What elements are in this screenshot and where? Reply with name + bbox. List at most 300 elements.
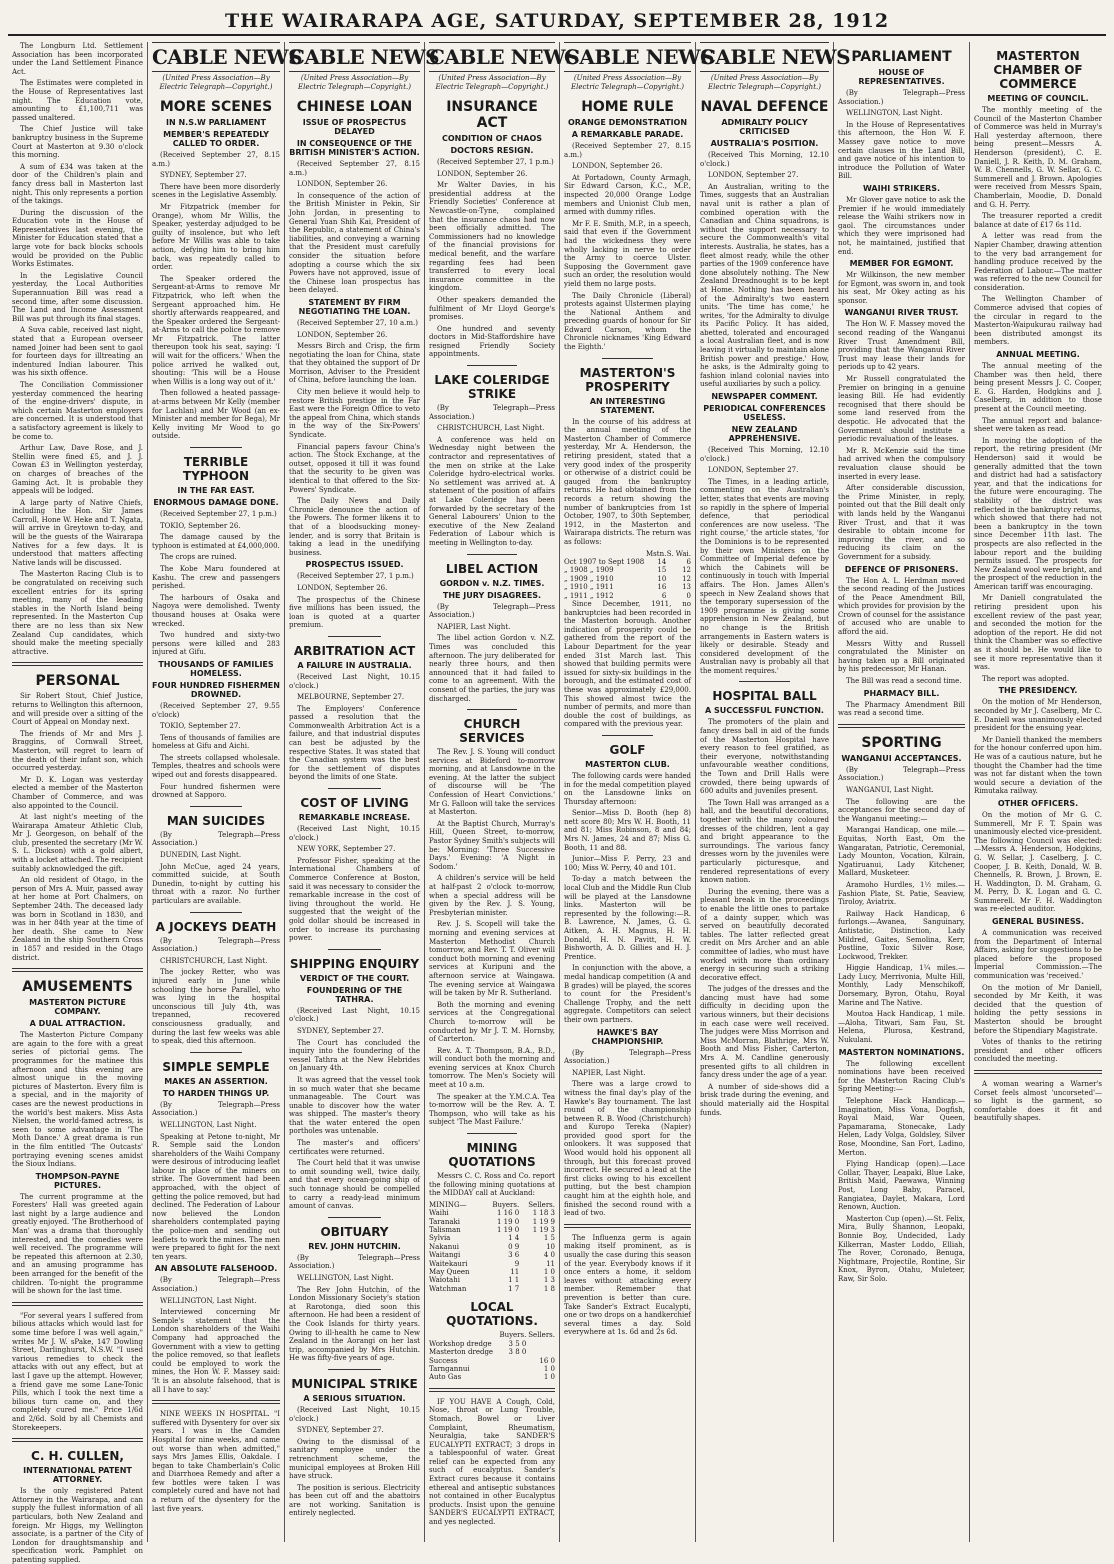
divider <box>602 358 653 359</box>
paragraph: (By Telegraph—Press Association.) <box>152 830 280 848</box>
table-cell: 0 <box>686 591 691 600</box>
article-body <box>152 937 280 1046</box>
article-body <box>152 831 280 906</box>
cable-news-banner: CABLE NEWS <box>152 42 280 72</box>
article-body <box>152 1276 280 1394</box>
column-header: S. Wai. <box>666 549 691 558</box>
table-cell: Taranaki <box>429 1217 460 1226</box>
article-subheading: HAWKE'S BAY CHAMPIONSHIP. <box>591 1027 664 1046</box>
paragraph: (Received Last Night, 10.15 o'clock.) <box>289 1405 420 1423</box>
article-body <box>974 698 1102 796</box>
table-cell: „ 1911 „ 1912 <box>564 591 614 600</box>
paragraph: (By Telegraph—Press Association.) <box>152 1100 280 1118</box>
paragraph: Flying Handicap (open).—Lace Collar, Thayer, Leapaki, Blue Lake, British Maid, Paewawa, Winning Post, Long Baby, Paracel, Rangiatea, Daylet, Makara, Lord Renown, Auction. <box>838 1160 965 1212</box>
paragraph: The Masterton Racing Club is to be congratulated on receiving such excellent entries for its spring meeting, many of the leading stables in the North Island being represented. In the Masterton Cup there are no less than six New Zealand Cup candidates, which should make the meeting specially attractive. <box>12 570 143 656</box>
table-cell: „ 1909 „ 1910 <box>564 574 614 583</box>
table-cell: 10 <box>657 574 667 583</box>
table-cell: 1 16 0 <box>496 1209 520 1218</box>
paragraph: The following cards were handed in for the medal competition played on the Lansdowne links on Thursday afternoon: <box>564 771 691 806</box>
article-heading: ARBITRATION ACT <box>293 643 416 658</box>
paragraph: The Hon W. F. Massey moved the second reading of the Wanganui River Trust Amendment Bill, providing that the Wanganui River Trust may lease their lands for periods up to 42 years. <box>838 320 965 372</box>
table-cell: Masterton dredge <box>429 1348 494 1357</box>
paragraph: Four hundred fishermen were drowned at Sapporo. <box>152 782 280 800</box>
cable-news-banner: CABLE NEWS <box>289 42 420 72</box>
article-heading: COST OF LIVING <box>300 796 409 811</box>
article-subheading: A SUCCESSFUL FUNCTION. <box>705 706 824 716</box>
paragraph: The Court has concluded the inquiry into the foundering of the vessel Tathra at the New Hebrides on January 4th. <box>289 1038 420 1073</box>
paragraph: On the motion of Mr Daniell, seconded by Mr Keith, it was decided that the question of holding the petty sessions in Masterton should be brought before the Stipendiary Magistrate. <box>974 983 1102 1035</box>
article-subheading: FOUNDERING OF THE TATHRA. <box>306 985 403 1004</box>
article-heading: TERRIBLE TYPHOON <box>182 455 250 483</box>
press-association-credit: (United Press Association—By Electric Telegraph—Copyright.) <box>571 74 684 91</box>
article-subheading: IN CONSEQUENCE OF THE BRITISH MINISTER'S ACTION. <box>289 139 420 157</box>
table-cell: 1 1 <box>508 1276 520 1285</box>
paragraph: The speaker at the Y.M.C.A. Tea to-morrow will be the Rev. A. T. Thompson, who will take as his subject 'The Mast Failure.' <box>429 1092 555 1127</box>
divider <box>467 365 517 366</box>
paragraph: LONDON, September 26. <box>297 583 388 592</box>
article-body <box>429 748 555 1127</box>
table-cell: 1 19 0 <box>496 1217 520 1226</box>
paragraph: (Received This Morning, 12.10 o'clock.) <box>700 151 829 168</box>
article-body <box>564 772 691 1025</box>
paragraph: Moutoa Hack Handicap, 1 mile.—Aloha, Titwari, Sam Fau, St. Helena, Plurosa, Kestrand, Nukulani. <box>838 1010 965 1045</box>
table-cell: 1 0 <box>543 1373 555 1382</box>
article-subheading: HOUSE OF REPRESENTATIVES. <box>858 68 945 86</box>
article-body <box>838 766 965 1045</box>
paragraph: John McCue, aged 24 years, committed suicide, at South Dunedin, to-night by cutting his throat with a razor. No further particulars are available. <box>152 862 280 905</box>
paragraph: Rev. J. S. Scopell will take the morning and evening services at Masterton Methodist Church tomorrow, and Rev. T. T. Oliver will conduct both morning and evening services at Kuripuni and the afternoon service at Waingawa. The evening service at Waingawa will be taken by Mr R. Sutherland. <box>429 920 555 998</box>
paragraph: (Received September 27, 1 p.m.) <box>160 510 277 518</box>
article-body <box>289 673 420 782</box>
paragraph: Higgie Handicap, 1¼ miles.—Lady Lucy, Merrivonia, Multe Hill, Monthly, Lady Menschikoff, Dorsemary, Byron, Otahu, Royal Marine and The Native. <box>838 964 965 1007</box>
paragraph: LONDON, September 26. <box>297 330 388 339</box>
table-header-row <box>564 550 691 558</box>
column-header: Sellers. <box>528 1200 555 1209</box>
paragraph: At Portadown, County Armagh, Sir Edward Carson, K.C., M.P., inspected 20,000 Orange Lodge members and Unionist Club men, armed with dummy rifles. <box>564 173 691 217</box>
paragraph: The promoters of the plain and fancy dress ball in aid of the funds of the Masterton Hospital have every reason to feel gratified, as their everyone, notwithstanding unfavourable weather conditions, the Town and Drill Halls were crowded, there being upwards of 600 adults and juveniles present. <box>700 718 829 796</box>
table-cell: 1 3 <box>543 1276 555 1285</box>
table-cell: Success <box>429 1356 458 1365</box>
paragraph: After considerable discussion, the Prime Minister, in reply, pointed out that the Bill dealt only with lands held by the Wanganui River Trust, and that it was desirable to obtain income for improving the river, and so reducing its claim on the Government for a subsidy. <box>838 484 965 561</box>
paragraph: Two hundred and sixty-two persons were killed and 283 injured at Gifu. <box>152 631 280 657</box>
divider <box>12 662 143 666</box>
article-body <box>152 151 280 441</box>
table-row <box>429 1357 555 1365</box>
paragraph: Sir Robert Stout, Chief Justice, returns to Wellington this afternoon, and will preside over a sitting of the Court of Appeal on Monday next. <box>12 692 143 727</box>
table-row <box>429 1340 555 1348</box>
article-subheading: REV. JOHN HUTCHIN. <box>308 1241 401 1251</box>
paragraph: Telephone Hack Handicap.—Imagination, Miss Vona, Dogfish, Royal Maid, War Queen, Papamarama, Stonecake, Lady Helen, Lady Volga, Goldsley, Silver Rose, Moondine, San Fort, Ladino, Merton. <box>838 1097 965 1157</box>
article-body <box>838 196 965 256</box>
paragraph: The Rev John Hutchin, of the London Missionary Society's station at Rarotonga, died soon this afternoon. He had been a resident of the Cook Islands for thirty years. Owing to ill-health he came to New Zealand in the Aorangi on her last trip, accompanied by Mrs Hutchin. He was fifty-five years of age. <box>289 1285 421 1363</box>
paragraph: A Suva cable, received last night, stated that a European overseer named Joiner had been sent to gaol for fourteen days for illtreating an indentured Indian labourer. This was his sixth offence. <box>12 326 143 378</box>
paragraph: It was agreed that the vessel took in so much water that she became unmanageable. The Court was unable to discover how the water was shipped. The master's theory that the water entered the open portholes was untenable. <box>289 1075 420 1136</box>
article-subheading: NEW ZEALAND APPREHENSIVE. <box>728 425 801 444</box>
mining-rows <box>429 1209 555 1293</box>
article-subheading: AN ABSOLUTE FALSEHOOD. <box>154 1264 278 1274</box>
paragraph: The Chief Justice will take bankruptcy business in the Supreme Court at Masterton at 9.30 o'clock this morning. <box>12 125 143 160</box>
paragraph: The Court held that it was unwise to omit sounding well, twice daily, and that every ocean-going ship of such tonnage should be compelled to carry a ready-lead minimum amount of canvas. <box>289 1159 420 1211</box>
closing-paragraph: A number of side-shows did a brisk trade during the evening, and should materially aid the Hospital funds. <box>700 1082 829 1117</box>
paragraph: (By Telegraph—Press Association.) <box>838 765 965 783</box>
paragraph: Both the morning and evening services at the Congregational Church to-morrow will be conducted by Mr J. T. M. Hornsby, of Carterton. <box>429 1000 555 1044</box>
paragraph: In the House of Representatives this afternoon, the Hon W. F. Massey gave notice to move certain clauses in the Land Bill, and gave notice of his intention to introduce the Pollution of Water Bill. <box>838 120 965 181</box>
divider <box>190 912 241 913</box>
article-subheading: GENERAL BUSINESS. <box>991 917 1085 927</box>
paragraph: TOKIO, September 26. <box>160 521 241 530</box>
paragraph: Then followed a heated passage-at-arms between Mr Kelly (member for Lachlan) and Mr Wood (an ex-Minister and member for Bega), Mr Kelly inviting Mr Wood to go outside. <box>152 389 280 441</box>
paragraph: Messrs Birch and Crisp, the firm negotiating the loan for China, state that they obtained the support of Dr Morrison, Adviser to the President of China, before launching the loan. <box>289 342 420 385</box>
table-cell: 6 <box>686 557 691 566</box>
paragraph: The damage caused by the typhoon is estimated at £4,000,000. <box>152 533 280 550</box>
article-body <box>700 718 829 1079</box>
paragraph: Tens of thousands of families are homeless at Gifu and Aichi. <box>152 733 280 751</box>
paragraph: To-day a match between the local Club and the Middle Run Club will be played at the Lansdowne links. Masterton will be represented by the following:—R. B. Lawrence, N. James, G. G. Aitken, A. H. Magnus, H. H. Donald, H. N. Pavitt, H. W. Bishworth, A. D. Gillies and H. J. Prentice. <box>564 875 691 961</box>
paragraph: SYDNEY, September 27. <box>297 1426 384 1435</box>
paragraph: The Bill was read a second time. <box>846 677 962 686</box>
paragraph: DUNEDIN, Last Night. <box>160 851 242 860</box>
paragraph: The Town Hall was arranged as a hall, and the beautiful decorations, together with the many coloured dresses of the children, lent a gay and bright appearance to the surroundings. The various fancy dresses worn by the juveniles were particularly picturesque, and rendered representations of every known nation. <box>700 798 829 885</box>
table-header-row <box>429 1331 555 1339</box>
personal-paragraphs <box>12 692 143 962</box>
paragraph: CHRISTCHURCH, Last Night. <box>160 956 268 965</box>
divider <box>328 1369 380 1370</box>
paragraph: (By Telegraph—Press Association.) <box>429 404 555 421</box>
article-subheading: THE PRESIDENCY. <box>998 686 1078 696</box>
paragraph: (Received Last Night, 10.15 o'clock.) <box>289 1006 420 1024</box>
advert-cullen-heading: C. H. CULLEN, <box>31 1449 124 1464</box>
table-row <box>429 1260 555 1268</box>
paragraph: The annual report and balance-sheet were taken as read. <box>974 416 1102 434</box>
article-subheading: CONDITION OF CHAOS <box>441 134 543 143</box>
article-body <box>700 151 829 389</box>
paragraph: The following are the acceptances for the second day of the Wanganui meeting:— <box>838 797 965 823</box>
column-header: Buyers. <box>499 1331 527 1340</box>
table-cell: 3 5 0 <box>508 1339 527 1348</box>
article-body <box>289 1406 420 1518</box>
paragraph: The Estimates were completed in the House of Representatives last night. The Education vote, amounting to £1,100,711 was passed unaltered. <box>12 79 143 122</box>
thompson-payne-heading: THOMPSON-PAYNE PICTURES. <box>35 1171 120 1190</box>
advert-cullen-subheading: INTERNATIONAL PATENT ATTORNEY. <box>23 1466 132 1485</box>
article-subheading: DOCTORS RESIGN. <box>450 146 534 155</box>
article-heading: CHINESE LOAN <box>296 99 413 115</box>
paragraph: Professor Fisher, speaking at the International Chambers of Commerce Conference at Boston, said it was necessary to consider the remarkable increase in the cost of living throughout the world. He suggested that the weight of the gold dollar should be increased in order to increase its purchasing power. <box>289 856 420 943</box>
advert-corset: A woman wearing a Warner's Corset feels almost 'uncorseted'—so light is the garment, so comfortable does it fit and beautifully shapes. <box>974 1079 1102 1123</box>
table-cell <box>498 1365 527 1373</box>
paragraph: A sum of £34 was taken at the door of the Children's plain and fancy dress ball in Masterton last night. This only represents a portion of the takings. <box>12 162 143 206</box>
paragraph: WANGANUI, Last Night. <box>846 786 934 794</box>
paragraph: LONDON, September 27. <box>708 466 799 475</box>
paragraph: In conjunction with the above, a medal handicap competition (A and B grades) will be played, the scores to count for the President's Challenge Trophy, and the nett aggregate. Competitors can select their own partners. <box>564 964 691 1024</box>
article-body <box>564 1049 691 1218</box>
column-local-news <box>8 42 148 1564</box>
table-cell: Waiotahi <box>429 1276 460 1285</box>
paragraph: WELLINGTON, Last Night. <box>846 109 943 118</box>
article-subheading: MASTERTON CLUB. <box>585 759 670 769</box>
table-row <box>564 592 691 600</box>
paragraph: Arthur Law, Dave Rose, and J. Stellin were fined £5, and J. J. Cowan £3 in Wellington yesterday, on charges of breaches of the Gaming Act. It is probable they appeals will be lodged. <box>12 444 143 496</box>
article-subheading: MASTERTON NOMINATIONS. <box>838 1047 965 1057</box>
paragraph: (Received September 27, 1 p.m.) <box>437 158 554 166</box>
paragraph: The crops are ruined. <box>160 553 237 562</box>
paragraph: (By Telegraph—Press Association.) <box>289 1253 420 1271</box>
paragraph: Mr D. K. Logan was yesterday elected a member of the Masterton Chamber of Commerce, and was also appointed to the Council. <box>12 775 143 810</box>
article-body <box>152 510 280 657</box>
column-cable-news-5 <box>696 42 851 1542</box>
article-subheading: NEWSPAPER COMMENT. <box>711 392 818 402</box>
table-row <box>429 1234 555 1242</box>
article-body <box>289 160 420 295</box>
article-subheading: ENORMOUS DAMAGE DONE. <box>153 498 279 507</box>
article-body <box>838 1060 965 1284</box>
table-cell: 1 18 3 <box>532 1209 555 1218</box>
divider <box>602 735 653 736</box>
paragraph: Interviewed concerning Mr Semple's statement that the London shareholders of the Waihi Company had approached the Government with a view to getting the police removed, so that leaflets could be employed to work the mines, the Hon W. F. Massey said: 'It is an absolute falsehood, that is all I have to say.' <box>152 1308 280 1394</box>
column-header: Buyers. <box>492 1200 520 1209</box>
divider <box>190 806 241 807</box>
paragraph: City men believe it would help to restore British prestige in the Far East were the Foreign Office to veto the appeal from China, which stands in the way of the Six-Powers' Syndicate. <box>289 388 420 440</box>
paragraph: (Received September 27, 9.55 o'clock) <box>152 701 280 719</box>
article-body <box>838 577 965 686</box>
paragraph: LONDON, September 26. <box>572 162 663 171</box>
press-association-credit: (United Press Association—By Electric Telegraph—Copyright.) <box>298 74 411 91</box>
sporting-heading: SPORTING <box>861 734 942 751</box>
local-paragraphs <box>12 42 143 656</box>
paragraph: (By Telegraph—Press Association.) <box>564 1048 691 1066</box>
divider <box>328 788 380 789</box>
paragraph: The Kobe Maru foundered at Kashu. The crew and passengers perished. <box>152 564 280 591</box>
paragraph: A letter was read from the Napier Chamber, drawing attention to the very bad arrangement for handling produce received by the Federation of Labour.—The matter was referred to the new Council for consideration. <box>974 232 1102 292</box>
article-subheading: VERDICT OF THE COURT. <box>299 973 410 983</box>
paragraph: A children's service will be held at half-past 2 o'clock to-morrow, when a special address will be given by the Rev. J. S. Young, Presbyterian minister. <box>429 874 555 917</box>
table-cell: 1 8 <box>543 1284 555 1293</box>
article-heading: MORE SCENES <box>159 99 273 115</box>
column-cable-news-3 <box>425 42 580 1542</box>
paragraph: In the Legislative Council yesterday, the Local Authorities Superannuation Bill was read a second time, after some discussion. The Land and Income Assessment Bill was put through its final stages. <box>12 271 143 323</box>
article-heading: SHIPPING ENQUIRY <box>289 956 420 971</box>
paragraph: Messrs Witty and Russell congratulated the Minister on having taken up a Bill originated by his predecessor, Mr Hanan. <box>838 639 965 674</box>
article-subheading: MEMBER FOR EGMONT. <box>849 259 954 269</box>
table-cell: Sylvia <box>429 1234 451 1243</box>
table-row <box>429 1209 555 1217</box>
table-row <box>564 558 691 566</box>
local-quotations-table <box>429 1331 555 1381</box>
paragraph: Mr R. McKenzie said the time had arrived when the compulsory revaluation clause should be inserted in every lease. <box>838 446 965 481</box>
article-body <box>289 319 420 557</box>
paragraph: (Received September 27, 8.15 a.m.) <box>289 160 420 177</box>
table-row <box>564 575 691 583</box>
table-cell: 3 8 0 <box>508 1348 527 1357</box>
table-row <box>429 1251 555 1259</box>
column-header: Mstn. <box>646 549 667 558</box>
paragraph: The treasurer reported a credit balance at date of £17 6s 11d. <box>974 212 1102 229</box>
column-parliament <box>834 42 970 1542</box>
divider <box>739 681 791 682</box>
article-heading: A JOCKEYS DEATH <box>155 919 277 934</box>
mining-label: MINING— <box>429 1200 467 1209</box>
paragraph: During the discussion of the Education vote in the House of Representatives last evening, the Minister for Education stated that a large vote for back blocks schools would be provided on the Public Works Estimates. <box>12 208 143 269</box>
paragraph: In consequence of the action of the British Minister in Pekin, Sir John Jordan, in presenting to General Yuan Shih Kai, President of the Republic, a statement of China's liabilities, and conveying a warning that the President must carefully consider the situation before adopting a course which the six Powers have not approved, issue of the Chinese loan prospectus has been delayed. <box>289 191 420 295</box>
paragraph: The position is serious. Electricity has been cut off and the abattoirs are not working. Sanitation is entirely neglected. <box>289 1483 420 1518</box>
paragraph: The Wellington Chamber of Commerce advised that copies of the circular in regard to the Masterton-Waipukurau railway had been distributed amongst its members. <box>974 295 1102 347</box>
paragraph: WELLINGTON, Last Night. <box>160 1120 257 1129</box>
paragraph: Railway Hack Handicap, 6 furlongs.—Awanea, Sanguinary, Antistatic, Distinction, Lady Mildred, Gaites, Semolina, Kerr, Postline, Toxic Silver Rose, Lockwood, Trekker. <box>838 909 965 961</box>
paragraph: NAPIER, Last Night. <box>437 622 511 631</box>
paragraph: The harbours of Osaka and Nagoya were demolished. Twenty thousand houses at Osaka were wrecked. <box>152 593 280 628</box>
paragraph: A conference was held on Wednesday night between the contractor and representatives of the men on strike at the Lake Coleridge hydro-electrical works. No settlement was arrived at. A statement of the position of affairs at Lake Coleridge has been forwarded by the secretary of the General Labourers' Union to the executive of the New Zealand Federation of Labour which is meeting in Wellington to-day. <box>429 435 555 547</box>
article-heading: LOCAL QUOTATIONS. <box>446 1300 538 1329</box>
article-body <box>429 603 555 704</box>
paragraph: Mr Glover gave notice to ask the Premier if he would immediately release the Waihi strikers now in gaol. The circumstances under which they were imprisoned had not, he maintained, justified that end. <box>838 195 965 256</box>
table-cell: Watchman <box>429 1284 467 1293</box>
columns <box>8 42 1106 1564</box>
paragraph: On the motion of Mr G. C. Summerell, Mr F. T. Spain was unanimously elected vice-president. The following Council was elected:—Messrs A. Henderson, Hodgkins, G. W. Sellar, J. Caselberg, J. C. Cooper, J. B. Keith, Donald, W. B. Chennells, R. Brown, J. Brown, E. H. Waddington, D. M. Graham, G. M. Perry, D. K. Logan and G. C. Summerell. Mr F. H. Waddington was re-elected auditor. <box>974 810 1103 914</box>
paragraph: The master's and officers' certificates were returned. <box>289 1139 420 1156</box>
divider <box>328 1217 380 1218</box>
paragraph: The Longburn Ltd. Settlement Association has been incorporated under the Land Settlement Finance Act. <box>12 42 143 76</box>
paragraph: WELLINGTON, Last Night. <box>297 1274 394 1282</box>
amusements-paragraphs <box>12 1031 143 1169</box>
table-cell: Nakanui <box>429 1242 459 1251</box>
paragraph: Mr Wilkinson, the new member for Egmont, was sworn in, and took his seat, Mr Okey acting as his sponsor. <box>838 271 965 305</box>
masthead: THE WAIRARAPA AGE, SATURDAY, SEPTEMBER 28, 1912 <box>8 10 1106 36</box>
divider <box>974 1070 1102 1074</box>
article-body <box>564 418 691 547</box>
table-row <box>564 566 691 574</box>
paragraph: Owing to the dismissal of a sanitary employee under the retrenchment scheme, the municipal employees at Broken Hill have struck. <box>289 1437 420 1481</box>
article-subheading: PROSPECTUS ISSUED. <box>305 560 404 570</box>
article-heading: SIMPLE SEMPLE <box>162 1059 270 1074</box>
paragraph: (Received September 27, 10 a.m.) <box>297 318 418 327</box>
table-cell: Tarngannui <box>429 1364 470 1373</box>
personal-heading: PERSONAL <box>35 673 120 690</box>
article-heading: MAN SUICIDES <box>166 813 266 828</box>
paragraph: (Received September 27, 1 p.m.) <box>297 572 414 581</box>
table-row <box>429 1226 555 1234</box>
mining-intro: Messrs C. C. Ross and Co. report the following mining quotations at the MIDDAY call at Auckland: <box>429 1172 555 1198</box>
paragraph: (By Telegraph—Press Association.) <box>838 89 965 106</box>
article-body <box>564 600 691 729</box>
article-subheading: ISSUE OF PROSPECTUS DELAYED <box>302 118 407 136</box>
amusements-subheading-2: A DUAL ATTRACTION. <box>29 1019 126 1029</box>
divider <box>564 1224 691 1228</box>
paragraph: Mr Daniell congratulated the retiring president upon his excellent review of the past year, and seconded the motion for the adoption of the report. He did not think the Chamber was so effective as it should be. He would like to see it more representative than it was. <box>974 594 1102 672</box>
paragraph: The Speaker ordered the Sergeant-at-Arms to remove Mr Fitzpatrick, who left when the Sergeant approached him. He shortly afterwards reappeared, and the Speaker ordered the Sergeant-at-Arms to call the police to remove Mr Fitzpatrick. The latter thereupon took his seat, saying: 'I will wait for the officers.' When the police arrived he walked out, shouting: 'This will be a House when Willis is a long way out of it.' <box>152 274 280 386</box>
table-cell: 1 19 0 <box>496 1226 520 1235</box>
column-cable-news-1 <box>148 42 303 1542</box>
article-body <box>974 929 1102 1064</box>
table-cell: Oct 1907 to Sept 1908 <box>564 557 645 566</box>
paragraph: There have been more disorderly scenes in the Legislative Assembly. <box>152 182 280 200</box>
article-heading: MINING QUOTATIONS <box>448 1141 536 1170</box>
paragraph: TOKIO, September 27. <box>160 722 241 731</box>
article-body <box>152 702 280 800</box>
table-cell: Workshop dredge <box>429 1339 492 1348</box>
divider <box>838 724 965 728</box>
divider <box>190 1052 241 1053</box>
table-cell: „ 1908 „ 1909 <box>564 566 614 575</box>
table-cell: 1 7 <box>508 1284 520 1293</box>
paragraph: (Received This Morning, 12.10 o'clock.) <box>700 446 829 463</box>
paragraph: The Daily News and Daily Chronicle denounce the action of the Powers. The former likens it to that of a bloodsucking money-lender, and is sorry that Britain is taking a lead in the unedifying business. <box>289 497 420 557</box>
paragraph: A communication was received from the Department of Internal Affairs, asking for suggestions to be placed before the proposed Imperial Commission.—The communication was 'received.' <box>974 929 1102 981</box>
amusements-subheading: MASTERTON PICTURE COMPANY. <box>29 998 126 1017</box>
divider <box>12 968 143 972</box>
article-subheading: A FAILURE IN AUSTRALIA. <box>297 660 412 670</box>
table-row <box>429 1285 555 1293</box>
paragraph: LONDON, September 27. <box>708 171 799 180</box>
article-subheading: PHARMACY BILL. <box>863 688 940 698</box>
paragraph: SYDNEY, September 27. <box>297 1026 384 1035</box>
divider <box>152 1400 280 1404</box>
table-cell: Waihi <box>429 1209 449 1218</box>
paragraph: (Received September 27, 8.15 a.m.) <box>564 142 691 159</box>
article-body <box>838 89 965 181</box>
table-cell <box>498 1373 527 1381</box>
table-cell: 12 <box>682 566 691 575</box>
article-heading: CHURCH SERVICES <box>459 717 525 746</box>
paragraph: The libel action Gordon v. N.Z. Times was concluded this afternoon. The jury deliberated for nearly three hours, and then announced that it had failed to come to an agreement. With the consent of the parties, the jury was discharged. <box>429 634 555 703</box>
paragraph: The jockey Retter, who was injured early in June while schooling the horse Parallel, who was lying in the hospital unconscious till July 4th, was trepanned, recovered consciousness gradually, and during the last few weeks was able to speak, died this afternoon. <box>152 968 280 1046</box>
article-heading: MASTERTON'S PROSPERITY <box>579 365 676 394</box>
table-cell: 15 <box>657 566 667 575</box>
table-cell: 9 <box>514 1259 520 1268</box>
paragraph: Junior—Miss F. Perry, 23 and 100; Miss W. Perry, 40 and 101. <box>564 855 691 872</box>
paragraph: NEW YORK, September 27. <box>297 845 396 854</box>
divider <box>467 709 517 710</box>
paragraph: During the evening, there was a pleasant break in the proceedings to enable the little ones to partake of a dainty supper, which was served on beautifully decorated tables. The latter reflected great credit on Mrs Archer and an able committee of ladies, who must have worked with more than ordinary energy in securing such a striking decorative effect. <box>700 887 829 982</box>
divider <box>190 447 241 448</box>
article-body <box>838 701 965 718</box>
table-cell: 10 <box>546 1242 555 1251</box>
article-body <box>429 158 555 359</box>
press-association-credit: (United Press Association—By Electric Telegraph—Copyright.) <box>159 74 273 91</box>
paragraph: Since December, 1911, no bankruptcies had been recorded in the Masterton borough. Another indication of prosperity could be gathered from the report of the Labour Department for the year ended 31st March last. This showed that building permits were issued for sixty-six buildings in the borough, and the estimated cost of these was approximately £29,000. This showed almost twice the number of permits, and more than double the cost of buildings, as compared with the previous year. <box>564 600 691 729</box>
paragraph: The annual meeting of the Chamber was then held, there being present Messrs J. C. Cooper, E. G. Harden, Hodgkins and J. Caselberg, in addition to those present at the Council meeting. <box>974 362 1102 413</box>
article-subheading: IN THE FAR EAST. <box>177 486 255 495</box>
table-cell: 1 5 <box>543 1234 555 1243</box>
article-heading: INSURANCE ACT <box>446 99 538 131</box>
article-subheading: IN N.S.W PARLIAMENT <box>166 118 266 127</box>
table-cell: Auto Gas <box>429 1373 462 1382</box>
article-subheading: ANNUAL MEETING. <box>996 350 1080 360</box>
article-heading: GOLF <box>609 742 646 757</box>
article-subheading: MAKES AN ASSERTION. <box>164 1076 268 1086</box>
table-row <box>564 583 691 591</box>
article-subheading: REMARKABLE INCREASE. <box>298 813 411 823</box>
article-subheading: AN INTERESTING STATEMENT. <box>589 396 666 415</box>
article-subheading: MEMBER'S REPEATEDLY CALLED TO ORDER. <box>163 130 269 148</box>
paragraph: The streets collapsed wholesale. Temples, theatres and schools were wiped out and forests disappeared. <box>152 753 280 780</box>
article-heading: OBITUARY <box>320 1224 389 1239</box>
cable-news-banner: CABLE NEWS <box>700 42 829 72</box>
paragraph: NAPIER, Last Night. <box>572 1068 646 1077</box>
column-chamber-of-commerce <box>970 42 1106 1542</box>
article-subheading: TO HARDEN THINGS UP. <box>162 1088 270 1098</box>
table-row <box>429 1276 555 1284</box>
thompson-payne-paragraphs <box>12 1193 143 1296</box>
local-rows <box>429 1340 555 1382</box>
divider <box>328 636 380 637</box>
paragraph: The report was adopted. <box>982 674 1070 683</box>
paragraph: On the motion of Mr Henderson, seconded by Mr J. Caselberg, Mr C. E. Daniell was unanimously elected president for the ensuing year. <box>974 698 1102 733</box>
paragraph: (Received Last Night, 10.15 o'clock.) <box>289 672 420 690</box>
paragraph: (By Telegraph—Press Association.) <box>429 602 555 620</box>
paragraph: The Masterton Picture Company are again to the fore with a great series of pictorial gems. The programmes for the matinee this afternoon and this evening are almost unique in the moving pictures of Masterton. Every film is a special, and in the majority of cases are the newest productions in the world's best makers. Miss Asta Nielsen, the world-famed actress, is seen to some advantage in 'The Moth Dance.' A great drama is run in the film entitled 'The Outcasts' portraying evening scenes amidst the Sioux Indians. <box>12 1031 143 1169</box>
paragraph: At last night's meeting of the Wairarapa Amateur Athletic Club, Mr J. Georgeson, on behalf of the club, presented the secretary (Mr W. S. L. Dickson) with a gold albert, with a locket attached. The recipient suitably acknowledged the gift. <box>12 813 143 873</box>
table-cell: „ 1910 „ 1911 <box>564 583 614 592</box>
paragraph: The Pharmacy Amendment Bill was read a second time. <box>838 700 965 718</box>
